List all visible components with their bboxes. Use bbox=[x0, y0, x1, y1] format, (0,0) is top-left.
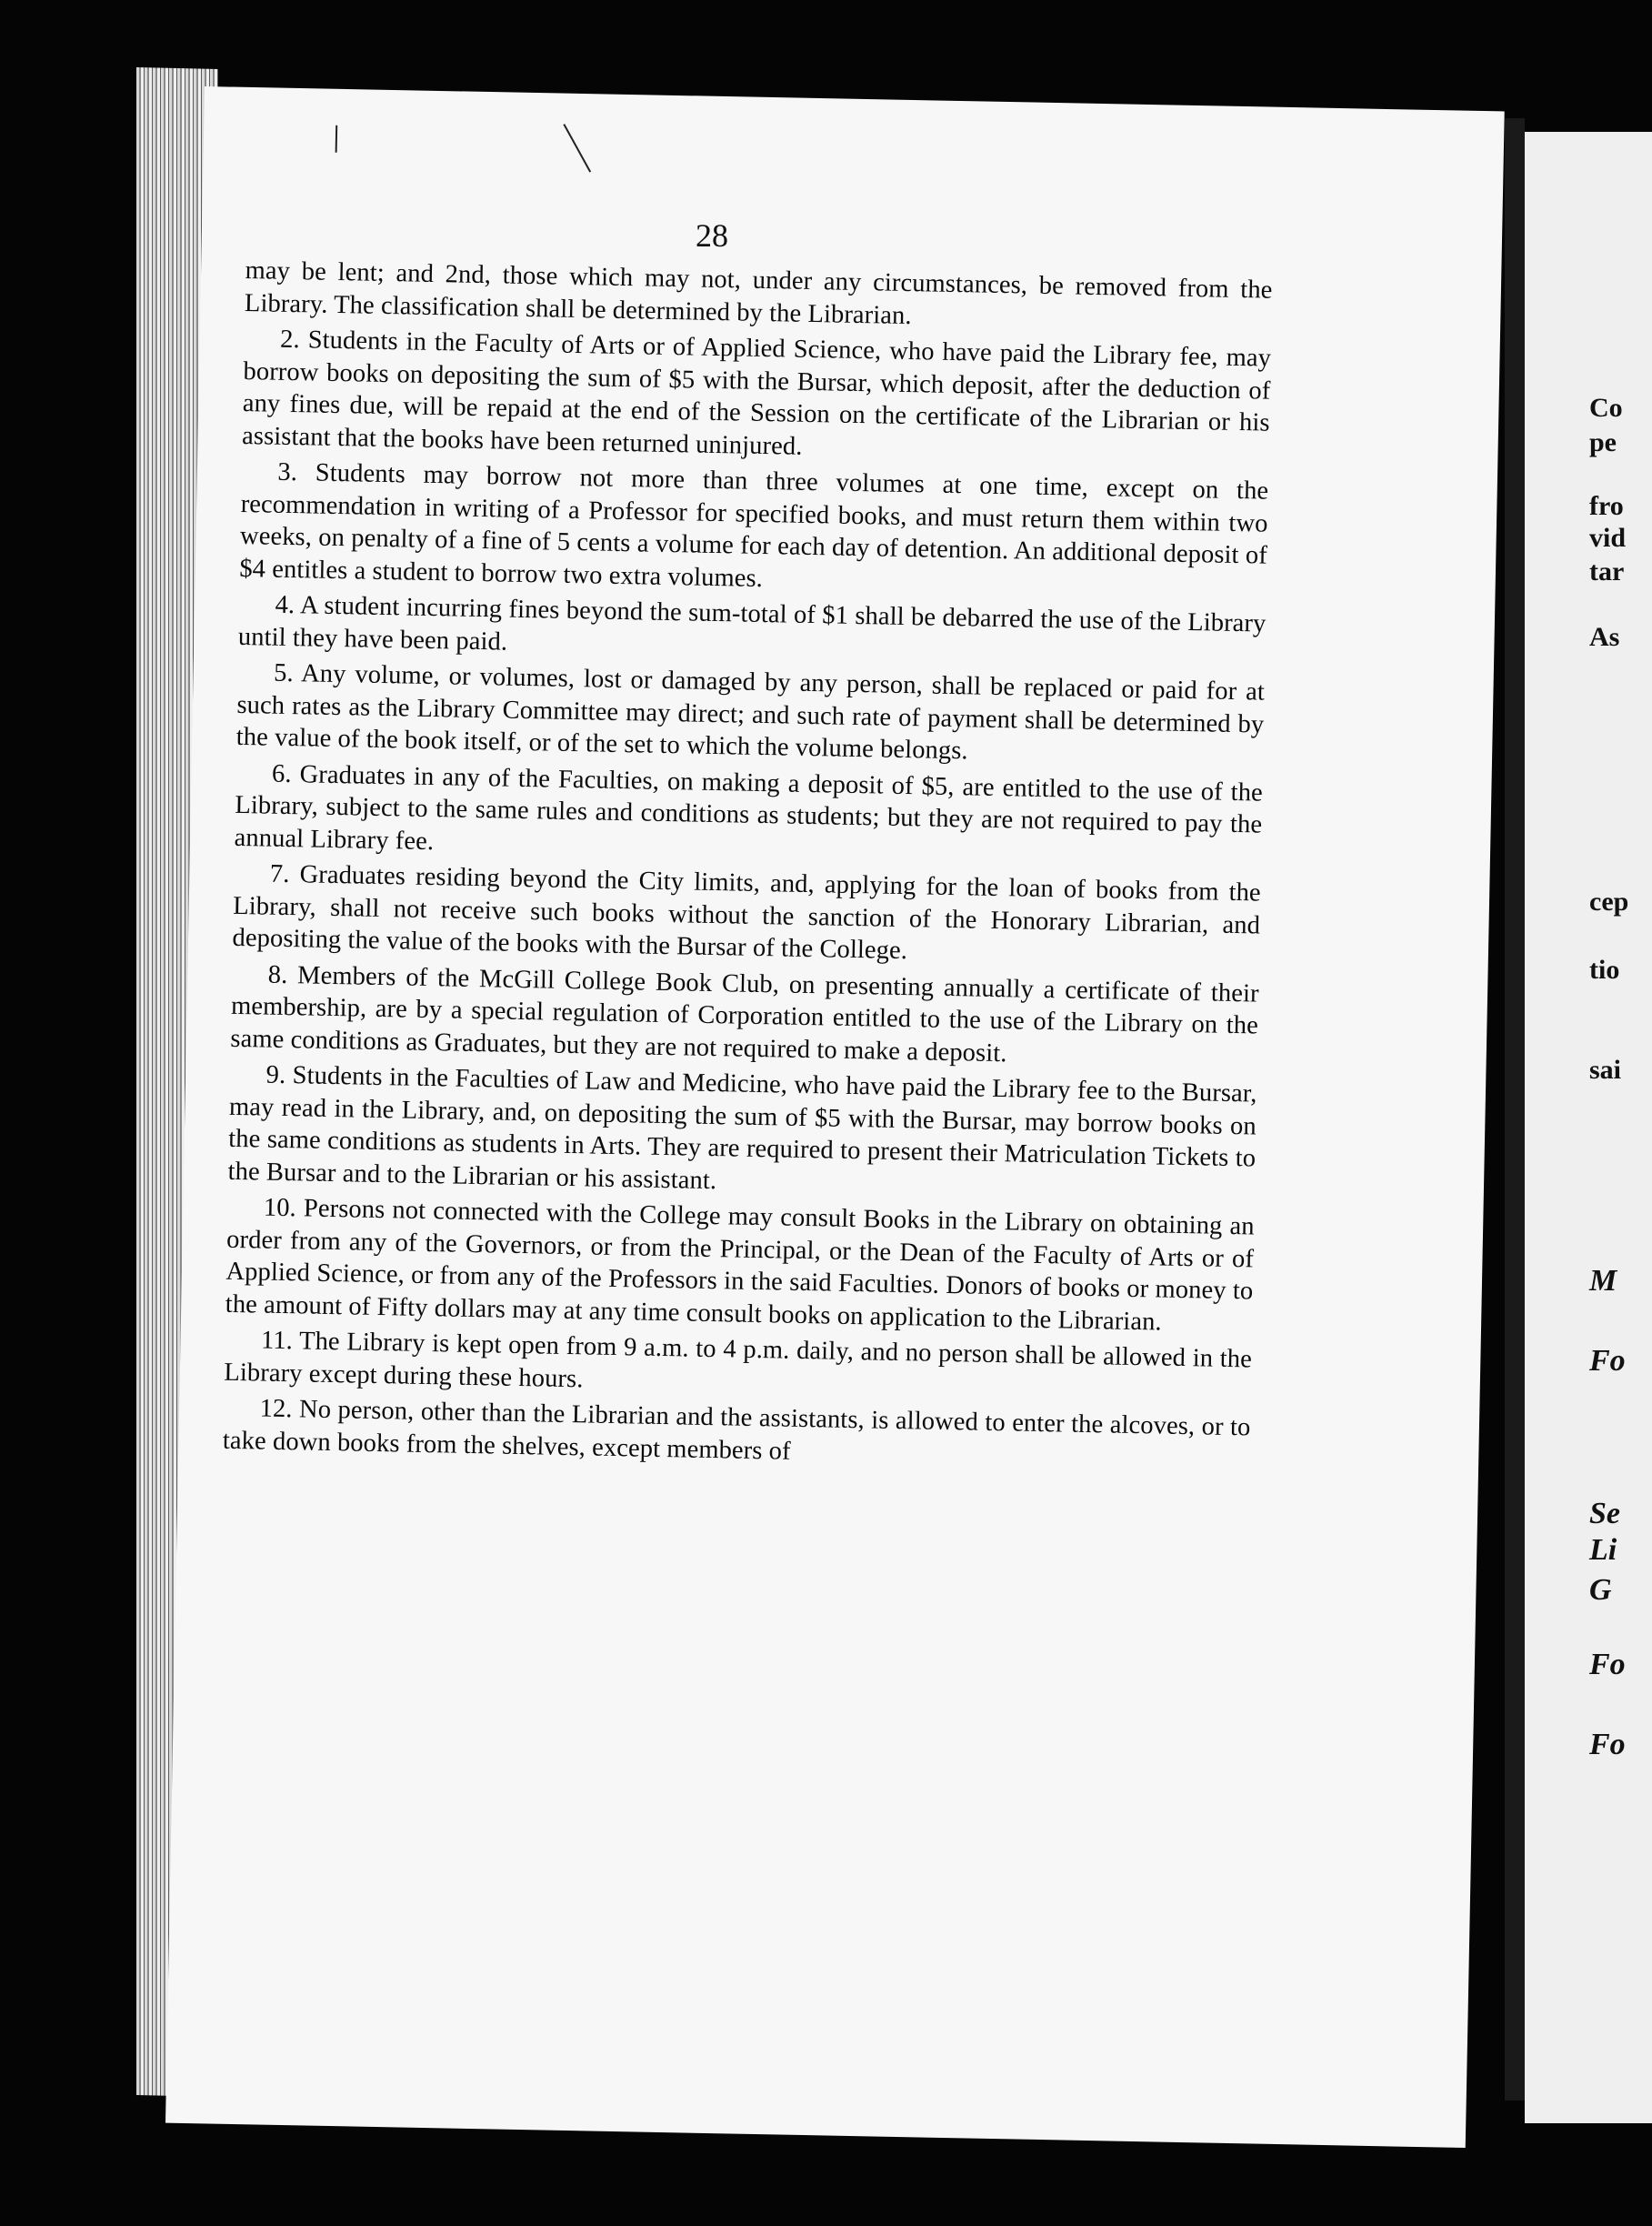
facing-fragment: tio bbox=[1589, 955, 1620, 985]
facing-fragment: pe bbox=[1589, 427, 1617, 457]
facing-fragment: M bbox=[1589, 1264, 1617, 1298]
facing-fragment: Co bbox=[1589, 393, 1623, 423]
rule-paragraph: 9. Students in the Faculties of Law and Medicine, who have paid the Library fee to the Bursar, may read in the Library, and, on depositing the sum of $5 with the Bursar, may borrow books on the same conditions as students in Arts. They are required to present their Matriculation Tickets to the Bursar and to the Librarian or his assistant. bbox=[227, 1060, 1257, 1195]
book-gutter bbox=[1505, 118, 1525, 2101]
facing-page bbox=[1525, 132, 1652, 2123]
facing-fragment: Se bbox=[1589, 1497, 1620, 1530]
facing-fragment: Fo bbox=[1589, 1648, 1626, 1681]
paragraph: may be lent; and 2nd, those which may not, under any circumstances, be removed from the Library. The classification shall be determined by the Librarian. bbox=[244, 256, 1273, 330]
page-number: 28 bbox=[696, 217, 728, 254]
facing-fragment: sai bbox=[1589, 1055, 1622, 1085]
facing-fragment: Fo bbox=[1589, 1344, 1626, 1378]
rule-paragraph: 2. Students in the Faculty of Arts or of Applied Science, who have paid the Library fee, may borrow books on depositing the sum of $5 with the Bursar, which deposit, after the deduction of any fines due, will be repaid at the end of the Session on the certificate of the Librarian or his assistant that the books have been returned uninjured. bbox=[241, 325, 1272, 461]
rule-paragraph: 3. Students may borrow not more than three volumes at one time, except on the recommendation in writing of a Professor for specified books, and must return them within two weeks, on penalty of a fine of 5 cents a volume for each day of detention. An additional deposit of $4 entitles a student to borrow two extra volumes. bbox=[239, 457, 1269, 593]
scan-speck bbox=[335, 125, 338, 153]
facing-fragment: G bbox=[1589, 1573, 1612, 1607]
facing-fragment: cep bbox=[1589, 887, 1629, 917]
rule-paragraph: 11. The Library is kept open from 9 a.m. to 4 p.m. daily, and no person shall be allowed in the Library except during these hours. bbox=[224, 1326, 1253, 1393]
rule-paragraph: 6. Graduates in any of the Faculties, on making a deposit of $5, are entitled to the use of the Library, subject to the same rules and conditions as students; but they are not required to pay the annual Library fee. bbox=[234, 759, 1264, 856]
facing-fragment: Li bbox=[1589, 1533, 1617, 1567]
facing-fragment: As bbox=[1589, 622, 1620, 652]
facing-fragment: Fo bbox=[1589, 1728, 1626, 1761]
rule-paragraph: 4. A student incurring fines beyond the sum-total of $1 shall be debarred the use of the Library until they have been paid. bbox=[237, 590, 1267, 657]
rule-paragraph: 7. Graduates residing beyond the City limits, and, applying for the loan of books from the Library, shall not receive such books without the sanction of the Honorary Librarian, and depositing the value of the books with the Bursar of the College. bbox=[232, 859, 1262, 966]
page-body bbox=[223, 255, 1273, 1479]
facing-fragment: fro bbox=[1589, 491, 1624, 521]
facing-fragment: vid bbox=[1589, 523, 1627, 553]
rule-paragraph: 8. Members of the McGill College Book Club, on presenting annually a certificate of their membership, are by a special regulation of Corporation entitled to the use of the Library on the same conditions as Graduates, but they are not required to make a deposit. bbox=[230, 960, 1259, 1068]
facing-fragment: tar bbox=[1589, 556, 1625, 587]
rule-paragraph: 10. Persons not connected with the College may consult Books in the Library on obtaining an order from any of the Governors, or from the Principal, or the Dean of the Faculty of Arts or of Applied Science, or from any of the Professors in the said Faculties. Donors of books or money to the amount of Fifty dollars may at any time consult books on application to the Librarian. bbox=[225, 1193, 1255, 1337]
scan-speck bbox=[563, 124, 591, 172]
rule-paragraph: 12. No person, other than the Librarian and the assistants, is allowed to enter the alcoves, or to take down books from the shelves, except members of bbox=[222, 1394, 1251, 1466]
rule-paragraph: 5. Any volume, or volumes, lost or damaged by any person, shall be replaced or paid for at such rates as the Library Committee may direct; and such rate of payment shall be determined by the value of the book itself, or of the set to which the volume belongs. bbox=[235, 658, 1266, 766]
